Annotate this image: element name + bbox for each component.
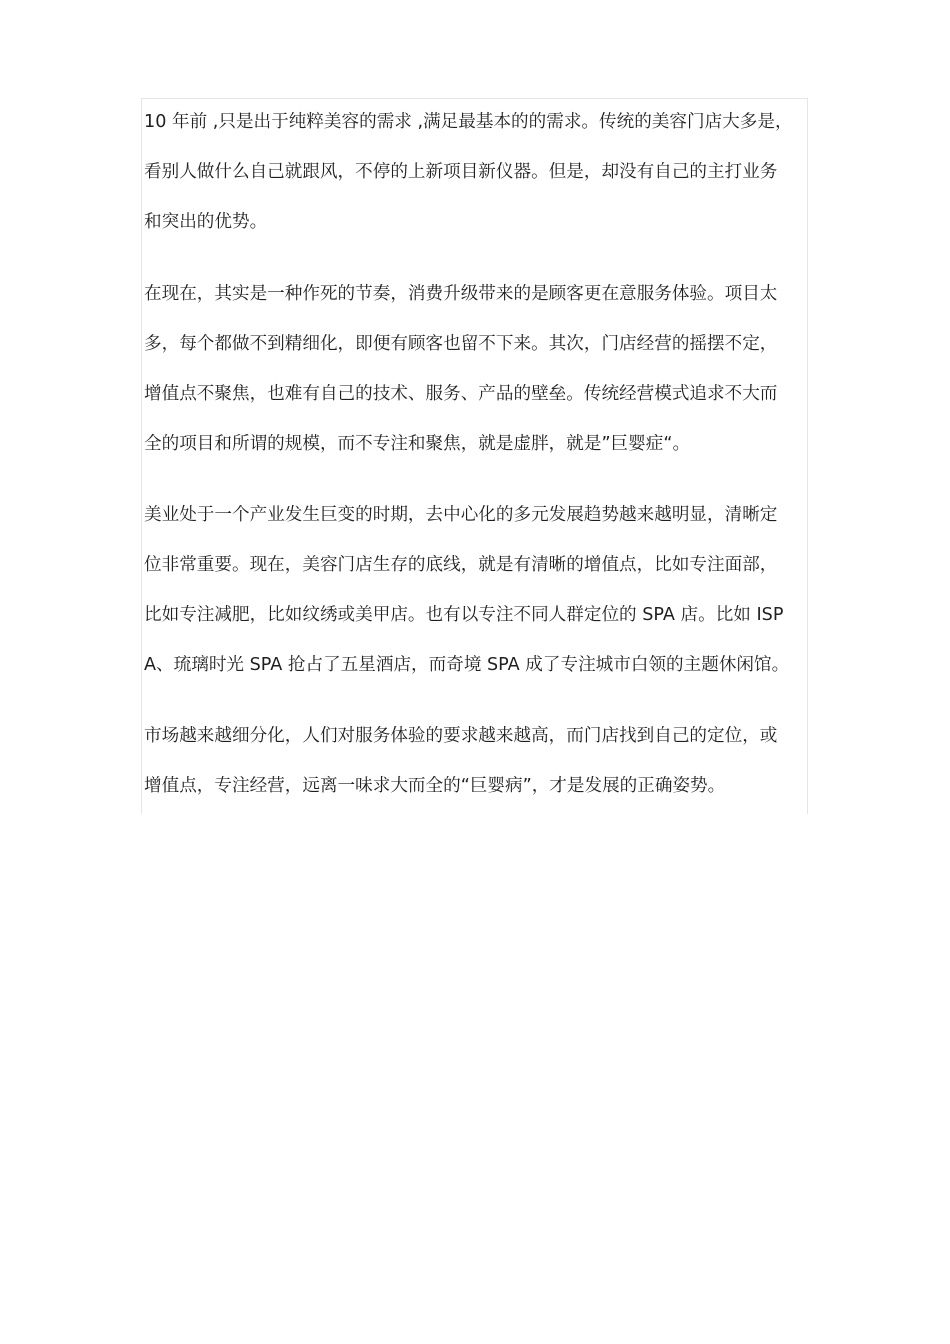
paragraph-line: A、琉璃时光 SPA 抢占了五星酒店，而奇境 SPA 成了专注城市白领的主题休闲馆。	[144, 655, 790, 675]
paragraph-4	[144, 711, 808, 811]
paragraph-line: 看别人做什么自己就跟风，不停的上新项目新仪器。但是，却没有自己的主打业务	[144, 162, 778, 182]
paragraph-line: 市场越来越细分化，人们对服务体验的要求越来越高，而门店找到自己的定位，或	[144, 726, 778, 746]
paragraph-2	[144, 269, 808, 469]
paragraph-line: 在现在，其实是一种作死的节奏，消费升级带来的是顾客更在意服务体验。项目太	[144, 284, 778, 304]
paragraph-3	[144, 490, 808, 690]
paragraph-line: 增值点，专注经营，远离一味求大而全的“巨婴病”，才是发展的正确姿势。	[144, 776, 726, 796]
paragraph-line: 美业处于一个产业发生巨变的时期，去中心化的多元发展趋势越来越明显，清晰定	[144, 505, 778, 525]
paragraph-line: 全的项目和所谓的规模，而不专注和聚焦，就是虚胖，就是”巨婴症“。	[144, 434, 691, 454]
paragraph-line: 比如专注减肥，比如纹绣或美甲店。也有以专注不同人群定位的 SPA 店。比如 ISP	[144, 605, 784, 625]
paragraph-line: 多，每个都做不到精细化，即便有顾客也留不下来。其次，门店经营的摇摆不定，	[144, 334, 778, 354]
paragraph-line: 位非常重要。现在，美容门店生存的底线，就是有清晰的增值点，比如专注面部，	[144, 555, 778, 575]
paragraph-line: 和突出的优势。	[144, 212, 268, 232]
paragraph-line: 10 年前 ,只是出于纯粹美容的需求 ,满足最基本的的需求。传统的美容门店大多是，	[144, 112, 793, 132]
paragraph-1	[144, 97, 808, 247]
paragraph-line: 增值点不聚焦，也难有自己的技术、服务、产品的壁垒。传统经营模式追求不大而	[144, 384, 778, 404]
